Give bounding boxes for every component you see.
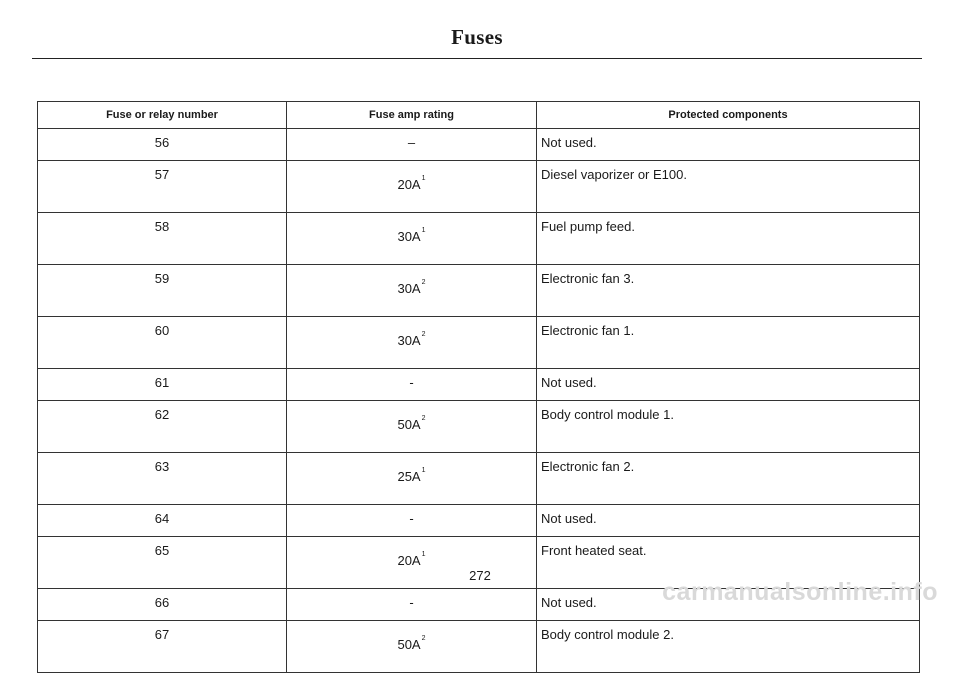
- fuse-number: 57: [38, 161, 287, 213]
- protected-component: Not used.: [537, 589, 920, 621]
- amp-value: 25A: [397, 469, 421, 484]
- footnote-marker: 2: [421, 330, 426, 338]
- footnote-marker: 1: [421, 226, 426, 234]
- fuse-number: 63: [38, 453, 287, 505]
- fuse-number: 61: [38, 369, 287, 401]
- fuse-number: 56: [38, 129, 287, 161]
- amp-rating: [287, 369, 537, 401]
- table-row: [38, 453, 920, 505]
- footnote-marker: 1: [421, 550, 426, 558]
- table-row: [38, 505, 920, 537]
- protected-component: Electronic fan 1.: [537, 317, 920, 369]
- protected-component: Electronic fan 3.: [537, 265, 920, 317]
- fuse-number: 64: [38, 505, 287, 537]
- column-header-amp: Fuse amp rating: [287, 102, 537, 129]
- amp-rating: [287, 161, 537, 213]
- amp-rating: [287, 213, 537, 265]
- amp-value: 50A: [397, 637, 421, 652]
- page-number: 272: [469, 568, 491, 583]
- footnote-marker: 2: [421, 634, 426, 642]
- table-header-row: [38, 102, 920, 129]
- amp-value: 30A: [397, 333, 421, 348]
- fuse-number: 62: [38, 401, 287, 453]
- column-header-number: Fuse or relay number: [38, 102, 287, 129]
- fuse-number: 59: [38, 265, 287, 317]
- protected-component: Body control module 2.: [537, 621, 920, 673]
- table-row: [38, 401, 920, 453]
- amp-value: 30A: [397, 281, 421, 296]
- page-header: [32, 22, 922, 59]
- footnote-marker: 2: [421, 278, 426, 286]
- protected-component: Diesel vaporizer or E100.: [537, 161, 920, 213]
- table-row: [38, 317, 920, 369]
- amp-value: -: [409, 595, 414, 610]
- fuse-number: 58: [38, 213, 287, 265]
- protected-component: Electronic fan 2.: [537, 453, 920, 505]
- footnote-marker: 1: [421, 466, 426, 474]
- table-row: [38, 161, 920, 213]
- amp-rating: [287, 317, 537, 369]
- protected-component: Not used.: [537, 369, 920, 401]
- amp-rating: [287, 129, 537, 161]
- amp-value: -: [409, 511, 414, 526]
- table-row: [38, 129, 920, 161]
- amp-value: -: [409, 375, 414, 390]
- protected-component: Front heated seat.: [537, 537, 920, 589]
- amp-rating: [287, 621, 537, 673]
- fuse-number: 67: [38, 621, 287, 673]
- footnote-marker: 2: [421, 414, 426, 422]
- table-row: [38, 213, 920, 265]
- amp-rating: [287, 265, 537, 317]
- table-row: [38, 265, 920, 317]
- amp-value: 30A: [397, 229, 421, 244]
- table-row: [38, 621, 920, 673]
- amp-rating: [287, 401, 537, 453]
- amp-value: 20A: [397, 177, 421, 192]
- fuse-number: 60: [38, 317, 287, 369]
- table-row: [38, 369, 920, 401]
- fuse-number: 65: [38, 537, 287, 589]
- page-title: Fuses: [451, 25, 503, 49]
- fuse-number: 66: [38, 589, 287, 621]
- amp-rating: [287, 453, 537, 505]
- amp-value: –: [407, 135, 416, 150]
- watermark: carmanualsonline.info: [662, 578, 938, 606]
- amp-rating: [287, 589, 537, 621]
- amp-value: 20A: [397, 553, 421, 568]
- amp-rating: [287, 505, 537, 537]
- footnote-marker: 1: [421, 174, 426, 182]
- protected-component: Body control module 1.: [537, 401, 920, 453]
- protected-component: Fuel pump feed.: [537, 213, 920, 265]
- column-header-components: Protected components: [537, 102, 920, 129]
- protected-component: Not used.: [537, 505, 920, 537]
- protected-component: Not used.: [537, 129, 920, 161]
- amp-value: 50A: [397, 417, 421, 432]
